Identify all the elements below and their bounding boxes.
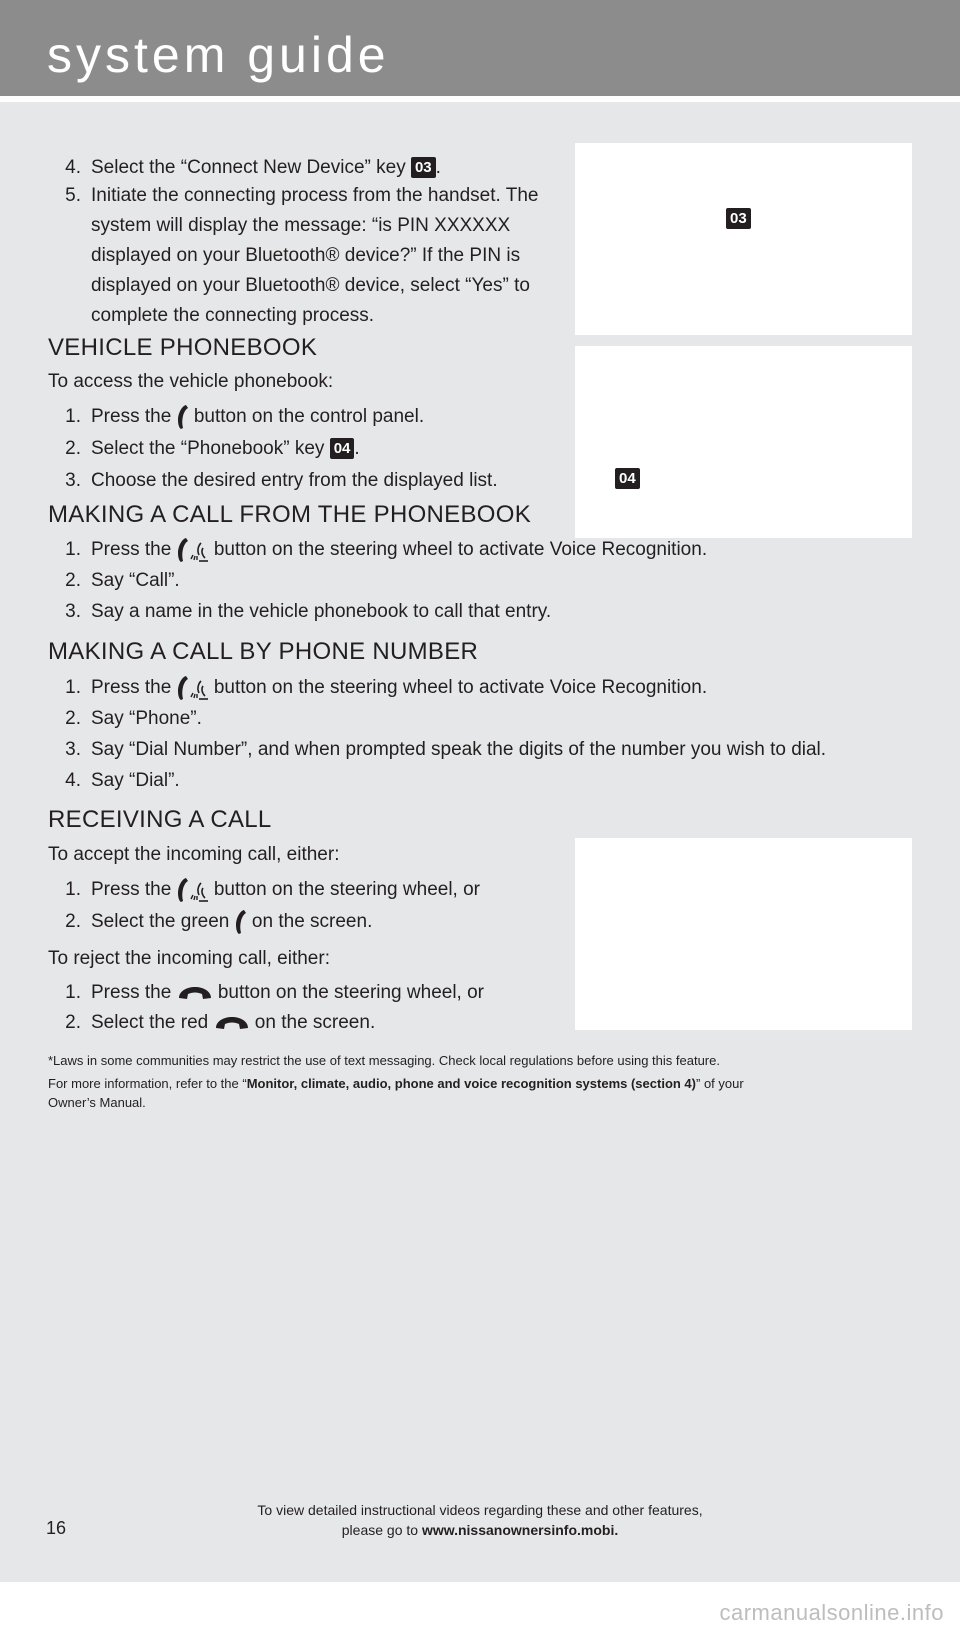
step-text: Press the button on the steering wheel to activate Voice Recognition. xyxy=(91,673,707,703)
step-text: Say a name in the vehicle phonebook to call that entry. xyxy=(91,601,552,622)
footnote-laws: *Laws in some communities may restrict the use of text messaging. Check local regulations before using this feature. xyxy=(48,1053,720,1068)
step-text-line: system will display the message: “is PIN XXXXXX xyxy=(91,215,511,236)
step-text: Select the green on the screen. xyxy=(91,907,372,937)
step-text-line: displayed on your Bluetooth® device?” If the PIN is xyxy=(91,245,521,266)
footnote-more-info-line2: Owner’s Manual. xyxy=(48,1095,146,1110)
callout-badge-04: 04 xyxy=(330,438,355,459)
step-number: 4. xyxy=(65,157,81,178)
step-number: 2. xyxy=(65,911,81,932)
step-number: 1. xyxy=(65,982,81,1003)
callout-badge-03: 03 xyxy=(726,208,751,229)
step-number: 2. xyxy=(65,570,81,591)
step-number: 1. xyxy=(65,879,81,900)
section-heading: MAKING A CALL BY PHONE NUMBER xyxy=(48,638,479,665)
callout-badge-03: 03 xyxy=(411,157,436,178)
footer-note-line1: To view detailed instructional videos regarding these and other features, xyxy=(257,1502,703,1518)
footnote-more-info: For more information, refer to the “Monitor, climate, audio, phone and voice recognition systems (section 4)” of your xyxy=(48,1076,744,1091)
step-text-line: displayed on your Bluetooth® device, select “Yes” to xyxy=(91,275,530,296)
step-number: 3. xyxy=(65,739,81,760)
step-text: Select the “Connect New Device” key 03 . xyxy=(91,157,441,178)
section-intro: To accept the incoming call, either: xyxy=(48,844,340,865)
step-number: 1. xyxy=(65,539,81,560)
step-text-line: Initiate the connecting process from the handset. The xyxy=(91,185,539,206)
step-number: 1. xyxy=(65,406,81,427)
screen-image-panel-03 xyxy=(575,143,912,335)
footer-note-line2: please go to www.nissanownersinfo.mobi. xyxy=(341,1522,619,1538)
step-text: Press the button on the control panel. xyxy=(91,402,424,432)
step-number: 3. xyxy=(65,601,81,622)
step-number: 5. xyxy=(65,185,81,206)
step-number: 3. xyxy=(65,470,81,491)
callout-badge-04: 04 xyxy=(615,468,640,489)
hang-up-icon xyxy=(214,1015,250,1031)
step-text: Press the button on the steering wheel to activate Voice Recognition. xyxy=(91,535,707,565)
step-number: 4. xyxy=(65,770,81,791)
step-text: Say “Phone”. xyxy=(91,708,202,729)
hang-up-icon xyxy=(177,985,213,1001)
step-text: Say “Dial”. xyxy=(91,770,180,791)
screen-image-panel-04 xyxy=(575,346,912,538)
step-number: 2. xyxy=(65,438,81,459)
footer-link[interactable]: www.nissanownersinfo.mobi. xyxy=(421,1522,619,1538)
section-intro: To reject the incoming call, either: xyxy=(48,948,330,969)
step-text: Press the button on the steering wheel, or xyxy=(91,875,480,905)
step-text: Say “Call”. xyxy=(91,570,180,591)
step-text: Say “Dial Number”, and when prompted speak the digits of the number you wish to dial. xyxy=(91,739,827,760)
page-header xyxy=(0,0,960,96)
step-number: 2. xyxy=(65,1012,81,1033)
phone-handset-icon xyxy=(235,909,247,935)
section-intro: To access the vehicle phonebook: xyxy=(48,371,334,392)
voice-phone-icon xyxy=(177,537,209,563)
voice-phone-icon xyxy=(177,675,209,701)
watermark: carmanualsonline.info xyxy=(719,1600,944,1625)
content-area xyxy=(0,102,960,1582)
step-text: Choose the desired entry from the displayed list. xyxy=(91,470,498,491)
step-number: 2. xyxy=(65,708,81,729)
voice-phone-icon xyxy=(177,877,209,903)
page-title: system guide xyxy=(47,27,390,83)
step-number: 1. xyxy=(65,677,81,698)
step-text: Select the red on the screen. xyxy=(91,1012,376,1033)
step-text: Select the “Phonebook” key 04 . xyxy=(91,438,360,459)
section-heading: RECEIVING A CALL xyxy=(48,806,272,833)
screen-image-panel-receiving xyxy=(575,838,912,1030)
section-heading: VEHICLE PHONEBOOK xyxy=(48,334,318,361)
phone-handset-icon xyxy=(177,404,189,430)
section-heading: MAKING A CALL FROM THE PHONEBOOK xyxy=(48,501,532,528)
step-text: Press the button on the steering wheel, or xyxy=(91,982,485,1003)
page-number: 16 xyxy=(46,1518,67,1538)
step-text-line: complete the connecting process. xyxy=(91,305,375,326)
